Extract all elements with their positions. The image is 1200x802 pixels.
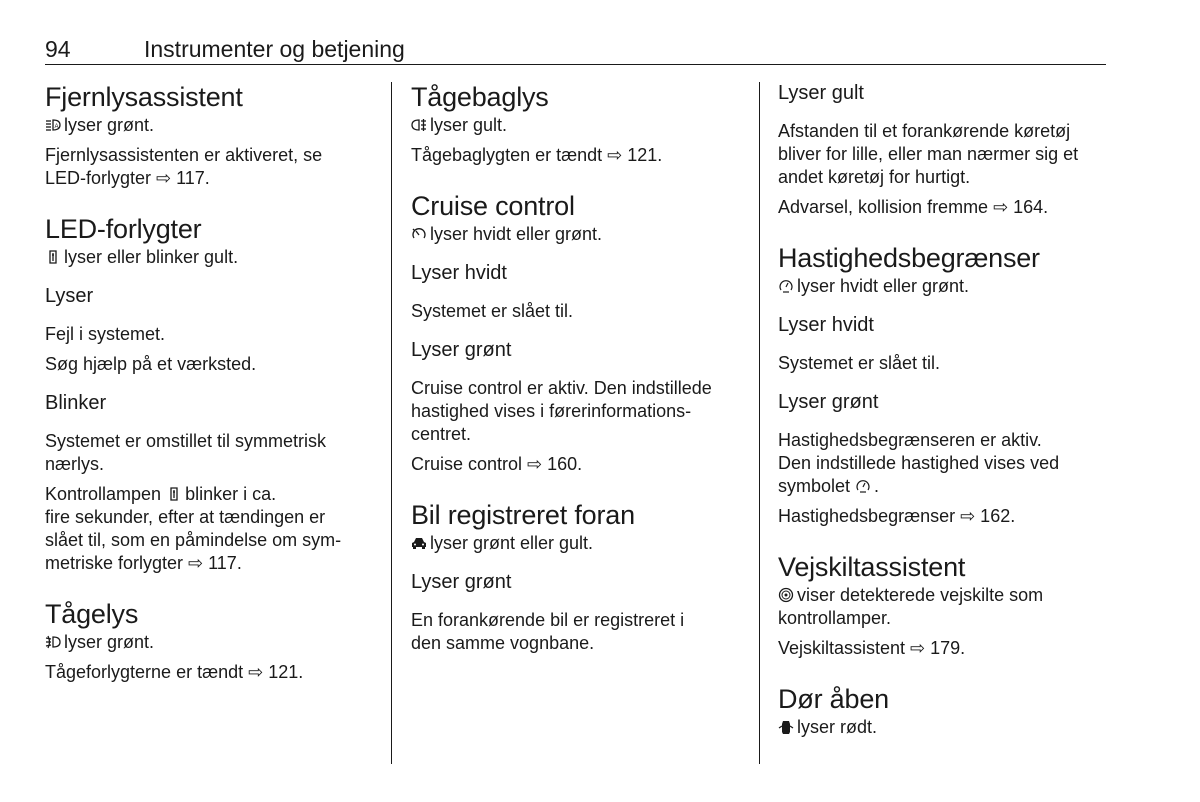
paragraph: centret. <box>411 424 472 444</box>
cruise-control-icon <box>411 226 427 242</box>
subheading: Lyser grønt <box>411 339 512 361</box>
section-title: LED-forlygter <box>45 214 202 244</box>
indicator-line: lyser eller blinker gult. <box>45 246 380 269</box>
paragraph: Systemet er omstillet til symmetrisk <box>45 431 327 451</box>
front-fog-light-icon <box>45 634 61 650</box>
paragraph: Afstanden til et forankørende køretøj <box>778 121 1071 141</box>
door-open-icon <box>778 719 794 735</box>
paragraph: Systemet er slået til. <box>778 353 941 373</box>
page-title: Instrumenter og betjening <box>144 36 405 62</box>
section-title: Dør åben <box>778 684 889 714</box>
page-header <box>45 34 1106 65</box>
column-1 <box>45 80 380 684</box>
section-title: Vejskiltassistent <box>778 552 966 582</box>
paragraph: bliver for lille, eller man nærmer sig et <box>778 144 1079 164</box>
column-3 <box>778 80 1108 739</box>
paragraph: Kontrollampen blinker i ca. <box>45 484 277 504</box>
rear-fog-light-icon <box>411 117 427 133</box>
section-title: Tågebaglys <box>411 82 549 112</box>
traffic-sign-icon <box>778 587 794 603</box>
subheading: Lyser grønt <box>778 391 879 413</box>
column-divider <box>759 82 760 764</box>
speed-limiter-icon <box>855 478 871 494</box>
indicator-line: lyser gult. <box>411 114 746 137</box>
indicator-line: lyser hvidt eller grønt. <box>411 223 746 246</box>
section-title: Tågelys <box>45 599 139 629</box>
vehicle-ahead-icon <box>411 535 427 551</box>
paragraph: fire sekunder, efter at tændingen er <box>45 507 326 527</box>
section-title: Bil registreret foran <box>411 500 635 530</box>
subheading: Blinker <box>45 392 107 414</box>
subheading: Lyser gult <box>778 82 864 104</box>
column-2 <box>411 80 746 655</box>
indicator-line: A lyser grønt. <box>45 114 380 137</box>
cross-reference: Hastighedsbegrænser ⇨ 162. <box>778 506 1016 526</box>
paragraph: andet køretøj for hurtigt. <box>778 167 971 187</box>
paragraph: den samme vognbane. <box>411 633 595 653</box>
paragraph: kontrollamper. <box>778 608 892 628</box>
speed-limiter-icon <box>778 278 794 294</box>
subheading: Lyser hvidt <box>411 262 507 284</box>
subheading: Lyser hvidt <box>778 314 874 336</box>
indicator-line: lyser grønt. <box>45 631 380 654</box>
paragraph: Systemet er slået til. <box>411 301 574 321</box>
cross-reference: Vejskiltassistent ⇨ 179. <box>778 638 966 658</box>
high-beam-assist-icon <box>45 117 61 133</box>
cross-reference: Advarsel, kollision fremme ⇨ 164. <box>778 197 1049 217</box>
paragraph: Cruise control er aktiv. Den indstillede <box>411 378 712 398</box>
cross-reference: LED-forlygter ⇨ 117. <box>45 168 210 188</box>
cross-reference: Tågeforlygterne er tændt ⇨ 121. <box>45 662 304 682</box>
section-title: Fjernlysassistent <box>45 82 243 112</box>
led-headlight-icon <box>166 486 182 502</box>
paragraph: Hastighedsbegrænseren er aktiv. <box>778 430 1042 450</box>
paragraph: Fejl i systemet. <box>45 324 166 344</box>
indicator-line: lyser hvidt eller grønt. <box>778 275 1108 298</box>
led-headlight-icon <box>45 249 61 265</box>
page-number: 94 <box>45 36 71 62</box>
svg-text:A: A <box>54 124 59 130</box>
paragraph: En forankørende bil er registreret i <box>411 610 685 630</box>
section-title: Hastighedsbegrænser <box>778 243 1040 273</box>
indicator-line: lyser grønt eller gult. <box>411 532 746 555</box>
column-divider <box>391 82 392 764</box>
subheading: Lyser <box>45 285 94 307</box>
indicator-line: viser detekterede vejskilte som <box>778 584 1108 607</box>
paragraph: Søg hjælp på et værksted. <box>45 354 257 374</box>
paragraph: slået til, som en påmindelse om sym- <box>45 530 342 550</box>
cross-reference: Cruise control ⇨ 160. <box>411 454 583 474</box>
paragraph: symbolet . <box>778 476 880 496</box>
section-title: Cruise control <box>411 191 575 221</box>
paragraph: Fjernlysassistenten er aktiveret, se <box>45 145 323 165</box>
subheading: Lyser grønt <box>411 571 512 593</box>
paragraph: Den indstillede hastighed vises ved <box>778 453 1060 473</box>
indicator-line: lyser rødt. <box>778 716 1108 739</box>
cross-reference: Tågebaglygten er tændt ⇨ 121. <box>411 145 663 165</box>
paragraph: hastighed vises i førerinformations- <box>411 401 692 421</box>
paragraph: nærlys. <box>45 454 105 474</box>
cross-reference: metriske forlygter ⇨ 117. <box>45 553 242 573</box>
